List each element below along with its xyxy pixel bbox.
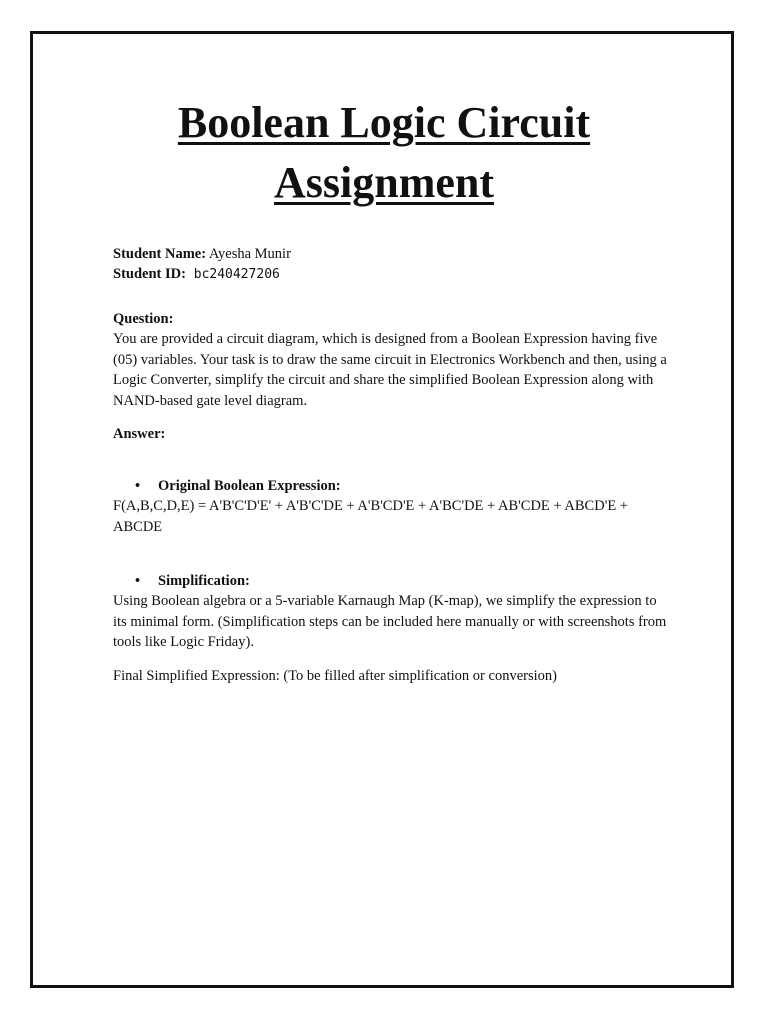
student-name-value: Ayesha Munir [206,246,291,262]
student-id-line [113,264,673,285]
final-expression-text: Final Simplified Expression: (To be filled after simplification or conversion) [113,667,557,684]
simplification-heading: Simplification: [158,573,250,589]
student-id-label: Student ID: [113,266,186,282]
bullet-simplification [113,571,673,591]
simplification-text: Using Boolean algebra or a 5-variable Karnaugh Map (K-map), we simplify the expression to its minimal form. (Simplification steps can be included here manually or with screenshots from tools like Logic Friday). [113,593,667,650]
original-expression: F(A,B,C,D,E) = A'B'C'D'E' + A'B'C'DE + A'B'CD'E + A'BC'DE + AB'CDE + ABCD'E + ABCDE [113,498,628,535]
title-line-1: Boolean Logic Circuit [177,98,591,147]
document-body [113,244,673,686]
student-id-value: bc240427206 [185,267,280,282]
answer-heading: Answer: [113,426,166,442]
title-line-2: Assignment [273,158,495,207]
question-heading: Question: [113,311,174,327]
page-title [0,93,768,213]
original-heading: Original Boolean Expression: [158,478,341,494]
bullet-original-expression [113,476,673,496]
student-name-label: Student Name: [113,246,207,262]
student-name-line [113,244,673,264]
question-text: You are provided a circuit diagram, which is designed from a Boolean Expression having five (05) variables. Your task is to draw the same circuit in Electronics Workbench and then, using a Logic Converter, simplify the circuit and share the simplified Boolean Expression along with NAND-based gate level diagram. [113,331,667,409]
